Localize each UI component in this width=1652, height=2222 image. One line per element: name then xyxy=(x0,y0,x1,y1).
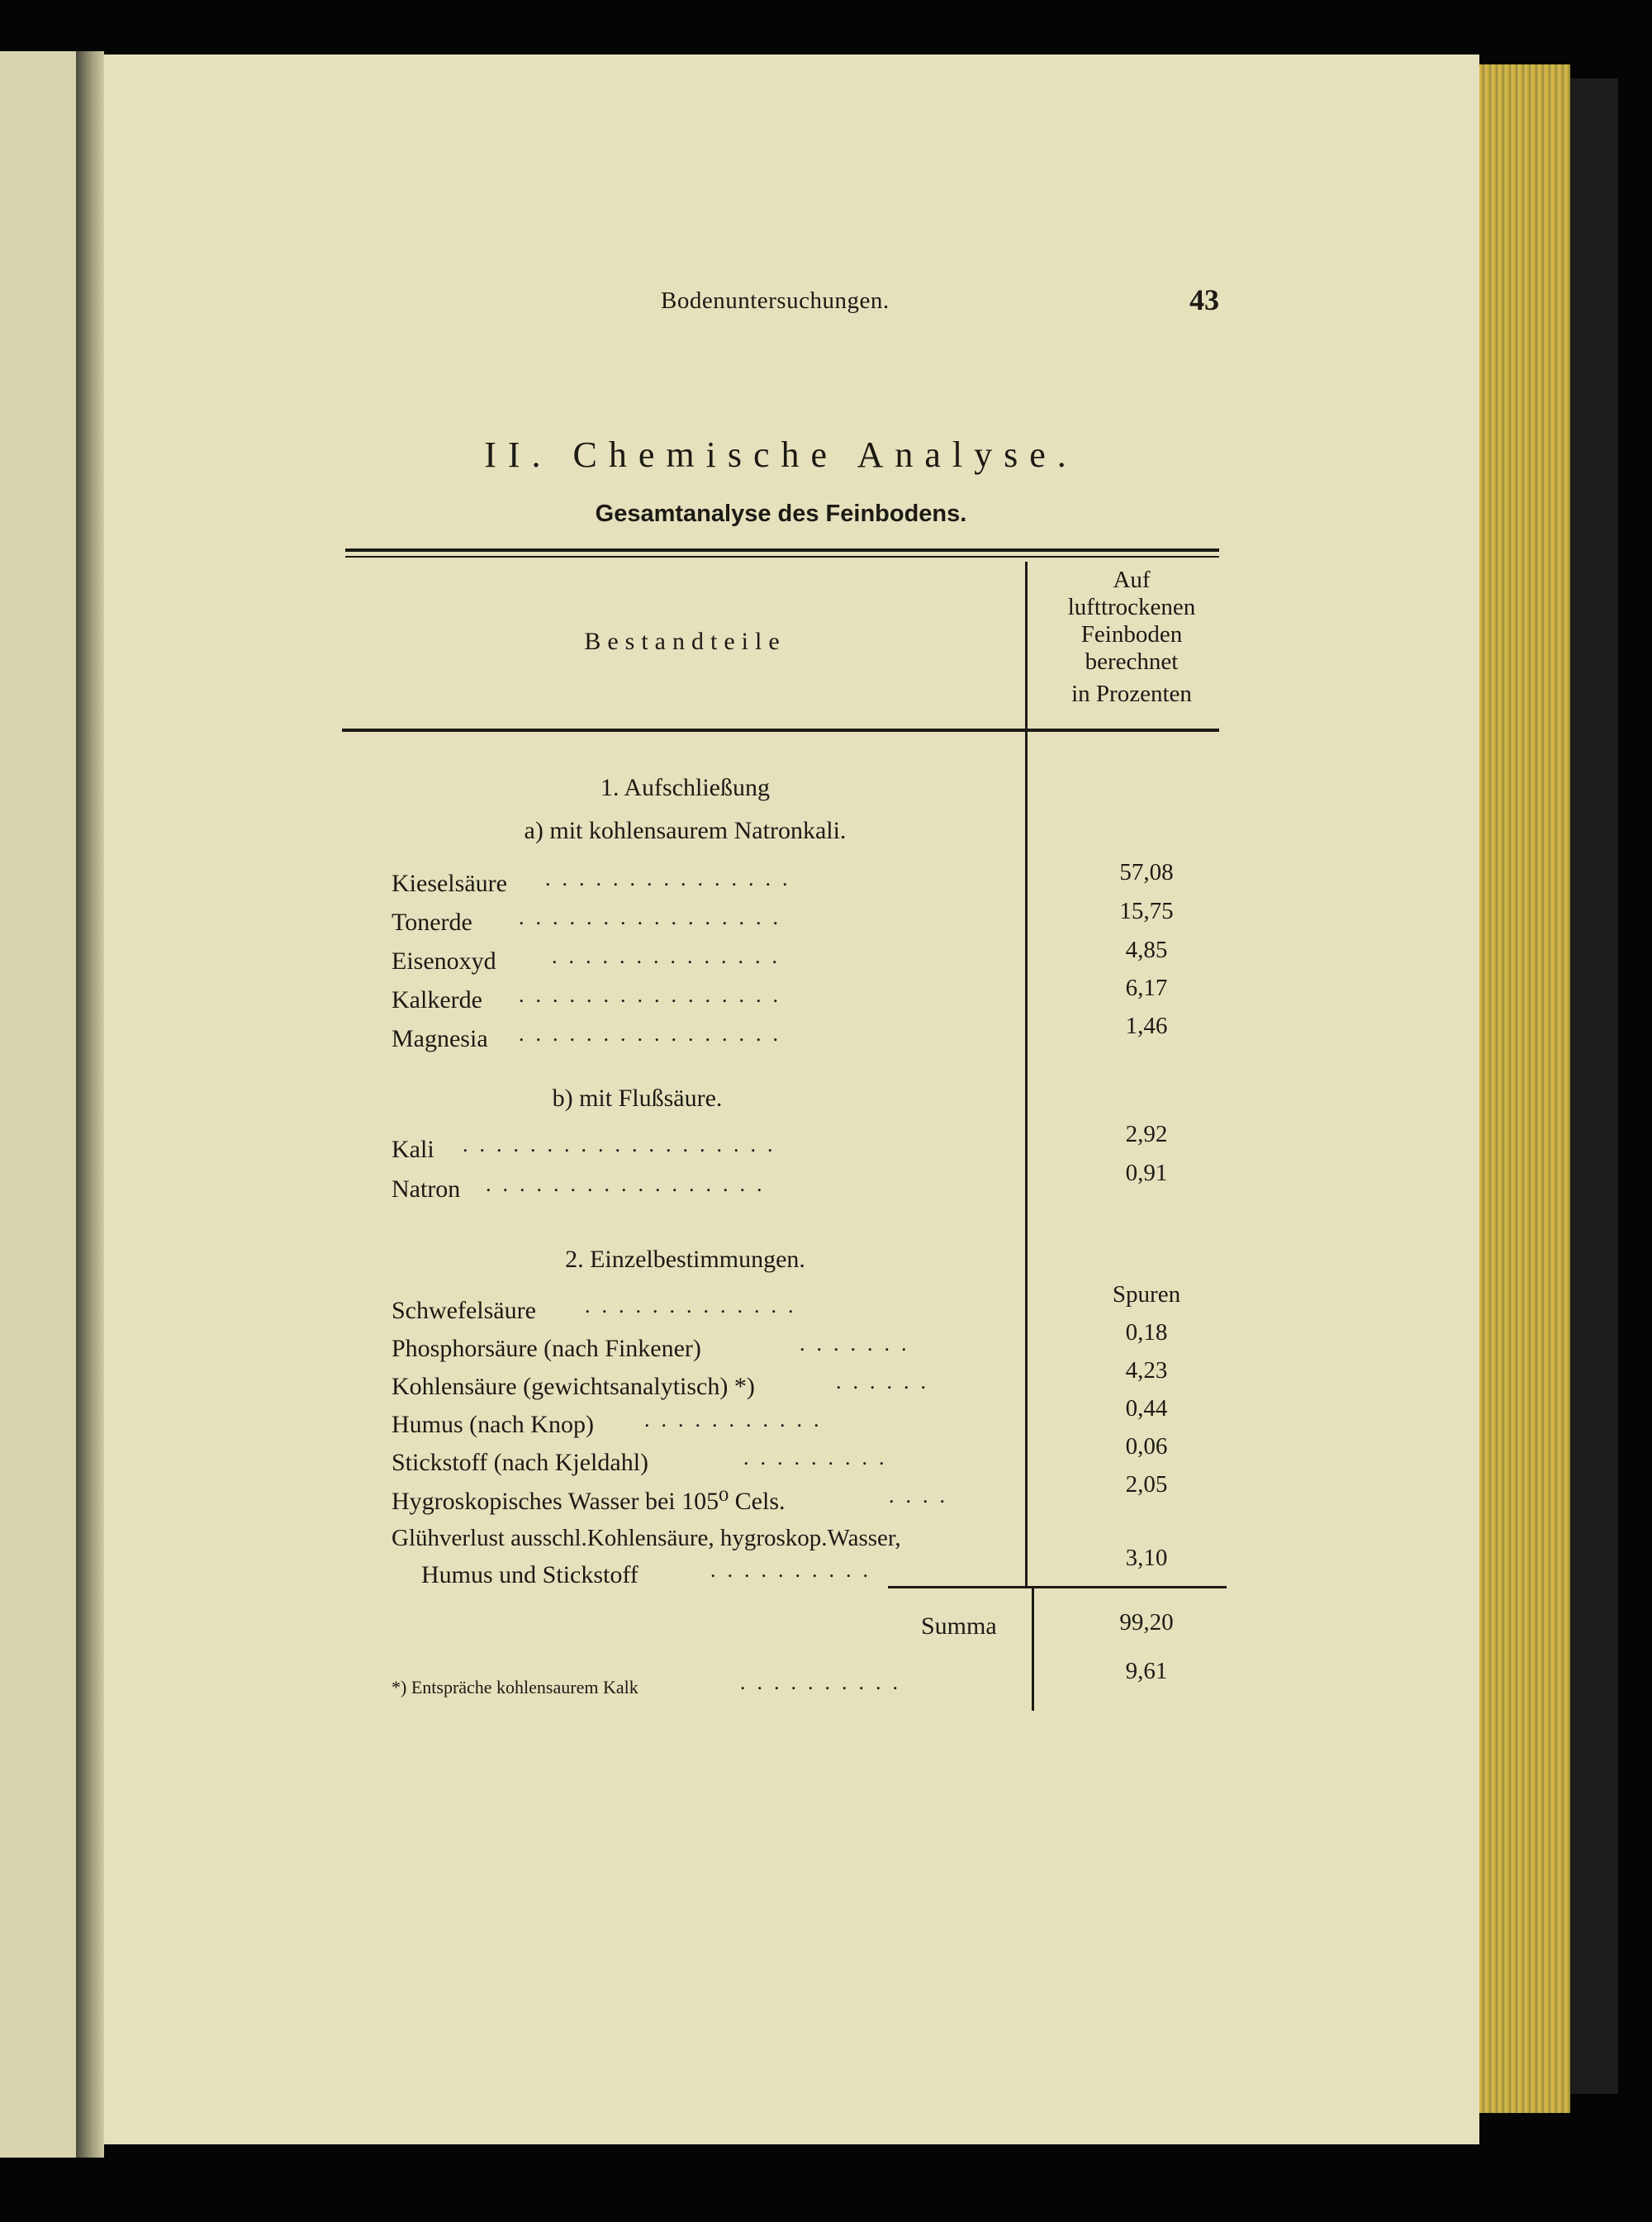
row-label: Phosphorsäure (nach Finkener) xyxy=(392,1335,701,1362)
running-head: Bodenuntersuchungen. xyxy=(661,287,890,314)
summa-value: 99,20 xyxy=(1119,1609,1174,1636)
row-label: Eisenoxyd xyxy=(392,947,496,975)
dot-leader: ................ xyxy=(519,983,790,1007)
dot-leader: ......... xyxy=(743,1446,896,1469)
row-value: 2,92 xyxy=(1125,1121,1168,1147)
section-title: II. Chemische Analyse. xyxy=(484,434,1078,475)
header-line: in Prozenten xyxy=(1071,681,1192,707)
row-value: 2,05 xyxy=(1125,1471,1168,1498)
dot-leader: ....... xyxy=(800,1332,919,1356)
dot-leader: ........... xyxy=(644,1408,831,1431)
row-label: Kohlensäure (gewichtsanalytisch) *) xyxy=(392,1373,755,1400)
book-cover xyxy=(1570,78,1618,2094)
row-label: Natron xyxy=(392,1175,461,1203)
dot-leader: ............... xyxy=(545,866,800,890)
table-title: Gesamtanalyse des Feinbodens. xyxy=(595,501,967,527)
footnote: *) Entspräche kohlensaurem Kalk xyxy=(392,1677,638,1697)
row-label: Kali xyxy=(392,1136,434,1163)
header-line: Feinboden xyxy=(1080,621,1183,648)
footnote-value: 9,61 xyxy=(1125,1658,1168,1684)
row-value: 0,44 xyxy=(1125,1395,1168,1422)
header-percent-column xyxy=(1032,567,1231,708)
row-value: 4,23 xyxy=(1125,1357,1168,1384)
row-label: Tonerde xyxy=(392,909,472,936)
group-heading: 1. Aufschließung xyxy=(601,774,770,801)
subgroup-heading: a) mit kohlensaurem Natronkali. xyxy=(524,817,847,844)
header-bottom-rule xyxy=(342,729,1219,732)
dot-leader: .... xyxy=(889,1484,957,1507)
top-rule-thin xyxy=(345,556,1219,558)
row-label: Humus und Stickstoff xyxy=(421,1561,638,1588)
page-number: 43 xyxy=(1189,283,1219,316)
summa-rule xyxy=(888,1586,1227,1588)
row-label: Schwefelsäure xyxy=(392,1297,536,1324)
row-value: Spuren xyxy=(1112,1281,1181,1308)
header-constituents: Bestandteile xyxy=(584,628,786,655)
row-label: Glühverlust ausschl.Kohlensäure, hygroskop.Wasser, xyxy=(392,1525,901,1551)
row-value: 3,10 xyxy=(1125,1545,1168,1571)
row-label: Kieselsäure xyxy=(392,870,507,897)
dot-leader: .............. xyxy=(552,944,789,968)
row-label: Magnesia xyxy=(392,1025,488,1052)
dot-leader: .......... xyxy=(710,1558,880,1582)
dot-leader: ................ xyxy=(519,905,790,929)
group-heading: 2. Einzelbestimmungen. xyxy=(565,1246,805,1273)
page-edges xyxy=(1479,64,1570,2113)
dot-leader: ................ xyxy=(519,1022,790,1046)
book-gutter xyxy=(76,51,104,2158)
header-line: Auf xyxy=(1113,567,1151,593)
subgroup-heading: b) mit Flußsäure. xyxy=(552,1085,723,1112)
row-value: 4,85 xyxy=(1125,937,1168,963)
row-label: Stickstoff (nach Kjeldahl) xyxy=(392,1449,649,1476)
dot-leader: ................. xyxy=(486,1172,774,1196)
header-line: lufttrockenen xyxy=(1067,594,1196,620)
dot-leader: .......... xyxy=(740,1670,909,1694)
dot-leader: ............. xyxy=(585,1294,805,1318)
row-label: Kalkerde xyxy=(392,986,482,1014)
row-value: 15,75 xyxy=(1119,898,1174,924)
row-value: 1,46 xyxy=(1125,1013,1168,1039)
row-label: Hygroskopisches Wasser bei 105⁰ Cels. xyxy=(392,1488,786,1515)
header-line: berechnet xyxy=(1085,648,1179,675)
summa-label: Summa xyxy=(921,1612,997,1640)
facing-page-edge xyxy=(0,51,81,2158)
column-divider-lower xyxy=(1032,1588,1034,1711)
column-divider xyxy=(1025,562,1028,1586)
row-value: 0,91 xyxy=(1125,1160,1168,1186)
row-value: 6,17 xyxy=(1125,975,1168,1001)
row-value: 0,18 xyxy=(1125,1319,1168,1346)
row-label: Humus (nach Knop) xyxy=(392,1411,594,1438)
row-value: 0,06 xyxy=(1125,1433,1168,1460)
dot-leader: ...... xyxy=(836,1370,938,1393)
row-value: 57,08 xyxy=(1119,859,1174,885)
top-rule-thick xyxy=(345,548,1219,552)
dot-leader: ................... xyxy=(463,1132,785,1156)
